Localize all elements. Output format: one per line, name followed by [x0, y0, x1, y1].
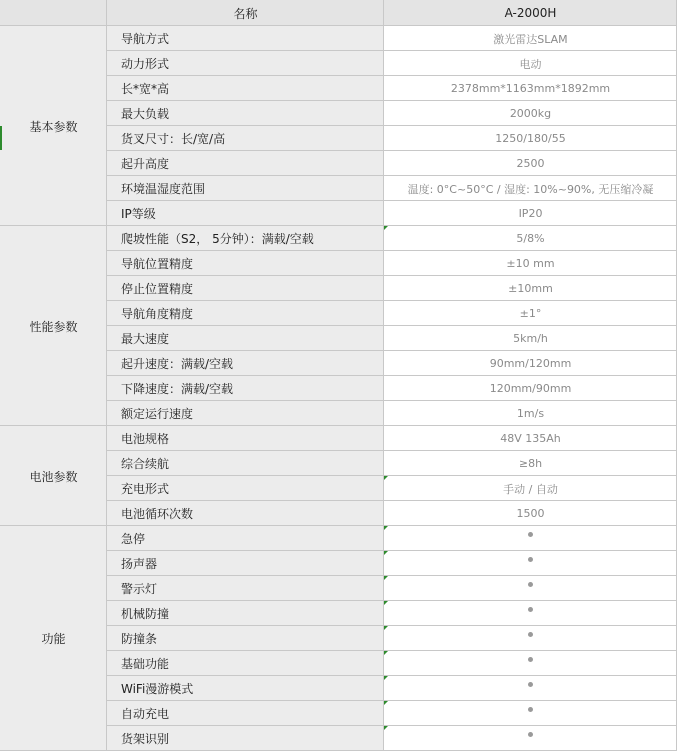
spec-name-cell[interactable] — [107, 426, 384, 451]
spec-value-cell[interactable] — [384, 526, 677, 551]
spec-name-cell[interactable] — [107, 201, 384, 226]
spec-name-label: 综合续航 — [121, 457, 170, 471]
comment-marker-icon[interactable] — [384, 601, 388, 605]
spec-name-label: 自动充电 — [121, 707, 170, 721]
grid-line — [107, 575, 677, 576]
spec-name-cell[interactable] — [107, 301, 384, 326]
spec-value-cell[interactable] — [384, 176, 677, 201]
spec-value-cell[interactable] — [384, 76, 677, 101]
spec-name-label: 电池循环次数 — [121, 507, 194, 521]
grid-line — [107, 100, 677, 101]
grid-line — [107, 500, 677, 501]
spec-name-cell[interactable] — [107, 401, 384, 426]
spec-value-cell[interactable] — [384, 26, 677, 51]
grid-line — [107, 700, 677, 701]
spec-value-label: 5/8% — [516, 232, 545, 245]
spec-value-label: 1500 — [516, 507, 545, 520]
spec-name-label: 下降速度：满载/空载 — [121, 382, 234, 396]
spec-value-label: 120mm/90mm — [489, 382, 572, 395]
spec-value-label: 电动 — [519, 57, 542, 71]
grid-line — [107, 400, 677, 401]
spec-name-label: 最大负载 — [121, 107, 170, 121]
spec-value-cell[interactable] — [384, 651, 677, 676]
supported-bullet-icon — [528, 682, 533, 687]
spec-value-label: 手动 / 自动 — [503, 482, 558, 496]
spec-value-label: ±1° — [519, 307, 542, 320]
grid-line — [107, 475, 677, 476]
spec-value-label: 2500 — [516, 157, 545, 170]
comment-marker-icon[interactable] — [384, 551, 388, 555]
grid-line — [107, 325, 677, 326]
supported-bullet-icon — [528, 707, 533, 712]
comment-marker-icon[interactable] — [384, 526, 388, 530]
spec-value-cell[interactable] — [384, 226, 677, 251]
spec-name-cell[interactable] — [107, 101, 384, 126]
grid-line — [0, 25, 677, 26]
spec-name-cell[interactable] — [107, 576, 384, 601]
spec-name-cell[interactable] — [107, 676, 384, 701]
header-name-cell[interactable] — [107, 0, 384, 26]
header-category-cell[interactable] — [0, 0, 107, 26]
spec-value-label: 48V 135Ah — [500, 432, 561, 445]
grid-line — [107, 300, 677, 301]
spec-name-cell[interactable] — [107, 276, 384, 301]
spec-name-cell[interactable] — [107, 626, 384, 651]
spec-name-cell[interactable] — [107, 151, 384, 176]
spec-name-label: 机械防撞 — [121, 607, 170, 621]
spec-name-cell[interactable] — [107, 51, 384, 76]
header-name-label: 名称 — [233, 6, 258, 21]
spec-name-cell[interactable] — [107, 26, 384, 51]
spec-name-cell[interactable] — [107, 701, 384, 726]
spec-value-cell[interactable] — [384, 676, 677, 701]
comment-marker-icon[interactable] — [384, 626, 388, 630]
grid-line — [107, 650, 677, 651]
spec-name-cell[interactable] — [107, 501, 384, 526]
spec-value-cell[interactable] — [384, 351, 677, 376]
spec-name-cell[interactable] — [107, 251, 384, 276]
grid-line — [107, 450, 677, 451]
spec-value-label: 1250/180/55 — [495, 132, 566, 145]
supported-bullet-icon — [528, 532, 533, 537]
spec-value-cell[interactable] — [384, 126, 677, 151]
spec-name-cell[interactable] — [107, 326, 384, 351]
grid-line — [383, 0, 384, 751]
grid-line — [106, 0, 107, 751]
comment-marker-icon[interactable] — [384, 576, 388, 580]
grid-line — [107, 625, 677, 626]
spec-value-cell[interactable] — [384, 551, 677, 576]
spec-name-cell[interactable] — [107, 76, 384, 101]
category-label: 功能 — [41, 632, 66, 646]
spec-name-label: 额定运行速度 — [121, 407, 194, 421]
spec-name-label: 警示灯 — [121, 582, 158, 596]
category-cell[interactable] — [0, 526, 107, 751]
spec-name-label: 起升高度 — [121, 157, 170, 171]
spec-value-label: IP20 — [518, 207, 543, 220]
comment-marker-icon[interactable] — [384, 701, 388, 705]
spec-name-label: 导航角度精度 — [121, 307, 194, 321]
category-cell[interactable] — [0, 426, 107, 526]
supported-bullet-icon — [528, 557, 533, 562]
spec-name-label: 货架识别 — [121, 732, 170, 746]
spec-value-label: 温度: 0°C~50°C / 湿度: 10%~90%, 无压缩冷凝 — [407, 182, 654, 196]
spec-name-cell[interactable] — [107, 376, 384, 401]
supported-bullet-icon — [528, 607, 533, 612]
spec-name-cell[interactable] — [107, 651, 384, 676]
spec-value-cell[interactable] — [384, 401, 677, 426]
spec-name-label: 起升速度：满载/空载 — [121, 357, 234, 371]
spec-value-cell[interactable] — [384, 476, 677, 501]
grid-line — [107, 125, 677, 126]
spec-name-label: 环境温湿度范围 — [121, 182, 206, 196]
spec-value-label: 2000kg — [509, 107, 552, 120]
spec-value-cell[interactable] — [384, 701, 677, 726]
spec-value-cell[interactable] — [384, 601, 677, 626]
grid-line — [107, 225, 677, 226]
comment-marker-icon[interactable] — [384, 476, 388, 480]
grid-line — [0, 525, 107, 526]
supported-bullet-icon — [528, 657, 533, 662]
grid-line — [107, 250, 677, 251]
spec-value-cell[interactable] — [384, 251, 677, 276]
spec-name-label: 防撞条 — [121, 632, 158, 646]
spec-value-cell[interactable] — [384, 376, 677, 401]
category-label: 基本参数 — [29, 119, 78, 134]
spec-value-cell[interactable] — [384, 451, 677, 476]
spec-name-label: 基础功能 — [121, 657, 170, 671]
spec-value-cell[interactable] — [384, 301, 677, 326]
spec-name-label: IP等级 — [121, 207, 156, 221]
comment-marker-icon[interactable] — [384, 226, 388, 230]
spec-name-label: 导航方式 — [121, 32, 170, 46]
grid-line — [107, 550, 677, 551]
grid-line — [107, 600, 677, 601]
supported-bullet-icon — [528, 732, 533, 737]
spec-value-label: 2378mm*1163mm*1892mm — [450, 82, 611, 95]
grid-line — [0, 425, 107, 426]
grid-line — [107, 175, 677, 176]
category-label: 性能参数 — [29, 319, 78, 334]
spec-name-label: 最大速度 — [121, 332, 170, 346]
grid-line — [107, 200, 677, 201]
spec-value-cell[interactable] — [384, 626, 677, 651]
spec-name-cell[interactable] — [107, 476, 384, 501]
category-label: 电池参数 — [29, 469, 78, 484]
spec-name-cell[interactable] — [107, 226, 384, 251]
spec-name-label: WiFi漫游模式 — [121, 682, 194, 696]
header-model-cell[interactable] — [384, 0, 677, 26]
spec-name-label: 电池规格 — [121, 432, 170, 446]
spec-name-cell[interactable] — [107, 351, 384, 376]
comment-marker-icon[interactable] — [384, 651, 388, 655]
spec-name-cell[interactable] — [107, 601, 384, 626]
spec-value-cell[interactable] — [384, 51, 677, 76]
spec-name-label: 货叉尺寸：长/宽/高 — [121, 132, 226, 146]
grid-line — [107, 50, 677, 51]
spec-name-label: 急停 — [121, 532, 146, 546]
spec-value-cell[interactable] — [384, 201, 677, 226]
grid-line — [107, 375, 677, 376]
comment-marker-icon[interactable] — [384, 726, 388, 730]
spec-value-label: ±10 mm — [506, 257, 555, 270]
spec-value-cell[interactable] — [384, 276, 677, 301]
grid-line — [107, 675, 677, 676]
spec-name-label: 爬坡性能（S2， 5分钟）：满载/空载 — [121, 232, 314, 246]
grid-line — [107, 275, 677, 276]
spec-name-cell[interactable] — [107, 551, 384, 576]
spec-value-cell[interactable] — [384, 326, 677, 351]
spec-value-label: 5km/h — [513, 332, 548, 345]
grid-line — [107, 75, 677, 76]
spec-value-cell[interactable] — [384, 576, 677, 601]
spec-name-cell[interactable] — [107, 526, 384, 551]
spec-name-label: 充电形式 — [121, 482, 170, 496]
spec-value-label: 90mm/120mm — [489, 357, 572, 370]
category-cell[interactable] — [0, 226, 107, 426]
spec-name-label: 导航位置精度 — [121, 257, 194, 271]
grid-line — [107, 725, 677, 726]
supported-bullet-icon — [528, 582, 533, 587]
spec-value-cell[interactable] — [384, 726, 677, 751]
row-selection-indicator — [0, 126, 2, 150]
spec-value-label: 激光雷达SLAM — [493, 32, 568, 46]
grid-line — [107, 350, 677, 351]
header-model-label: A-2000H — [504, 6, 557, 20]
spec-name-cell[interactable] — [107, 451, 384, 476]
spec-value-cell[interactable] — [384, 501, 677, 526]
spec-name-label: 动力形式 — [121, 57, 170, 71]
spec-name-cell[interactable] — [107, 126, 384, 151]
spec-name-label: 停止位置精度 — [121, 282, 194, 296]
spec-value-label: 1m/s — [516, 407, 545, 420]
spec-value-cell[interactable] — [384, 151, 677, 176]
grid-line — [107, 150, 677, 151]
spec-value-label: ±10mm — [508, 282, 553, 295]
spec-name-cell[interactable] — [107, 176, 384, 201]
spec-name-cell[interactable] — [107, 726, 384, 751]
grid-line — [0, 225, 107, 226]
grid-line — [107, 525, 677, 526]
supported-bullet-icon — [528, 632, 533, 637]
spec-name-label: 扬声器 — [121, 557, 158, 571]
spec-name-label: 长*宽*高 — [121, 82, 170, 96]
spec-value-cell[interactable] — [384, 101, 677, 126]
spec-value-cell[interactable] — [384, 426, 677, 451]
spec-value-label: ≥8h — [518, 457, 543, 470]
grid-line — [107, 425, 677, 426]
comment-marker-icon[interactable] — [384, 676, 388, 680]
category-cell[interactable] — [0, 26, 107, 226]
